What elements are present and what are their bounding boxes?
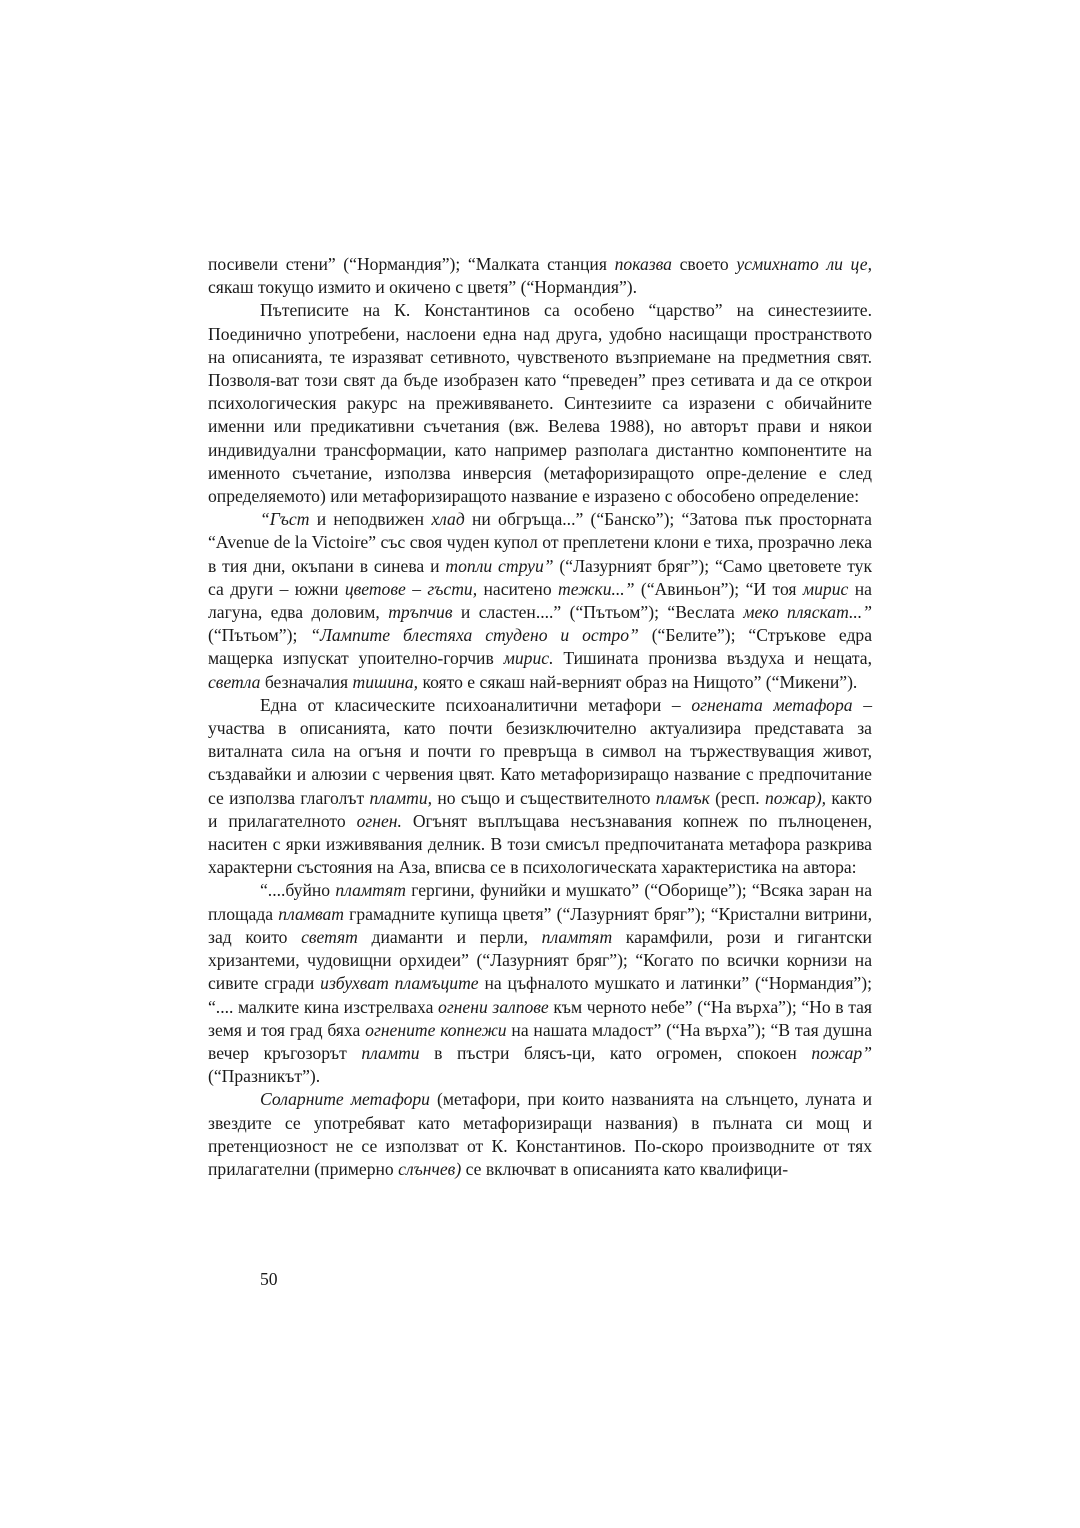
paragraph-4: Една от класическите психоаналитични метафори – огнената метафора – участва в описанията, като почти безизключително актуализира представата за виталната сила на огъня и почти го превръща в символ на тържествуващия живот, създавайки и алюзии с червения цвят. Като метафоризиращо название с предпочитание се използва глаголът пламти, но също и съществителното пламък (респ. пожар), както и прилагателното огнен. Огънят въплъщава несъзнавания копнеж по пълноценен, наситен с ярки изживявания делник. В този смисъл предпочитаната метафора разкрива характерни състояния на Аза, вписва се в психологическата характеристика на автора: — [208, 694, 873, 878]
paragraph-6: Соларните метафори (метафори, при които названията на слънцето, луната и звездите се употребяват като метафоризиращи названия) в пълната си мощ и претенциозност не се използват от К. Константинов. По-скоро производните от тях прилагателни (примерно слънчев) се включват в описанията като квалифици- — [208, 1089, 872, 1179]
page-number: 50 — [260, 1269, 278, 1289]
paragraph-3-quotes: “Гъст и неподвижен хлад ни обгръща...” (“Банско”); “Затова пък просторната “Avenue de la Victoire” със своя чуден купол от преплетени клони е тиха, прозрачно лека в тия дни, окъпани в синева и топли струи” (“Лазурният бряг”); “Само цветовете тук са други – южни цветове – гъсти, наситено тежки...” (“Авиньон”); “И тоя мирис на лагуна, едва доловим, тръпчив и сластен....” (“Пътьом”); “Веслата меко пляскат...” (“Пътьом”); “Лампите блестяха студено и остро” (“Белите”); “Стръкове едра мащерка изпускат упоително-горчив мирис. Тишината пронизва въздуха и нещата, светла безначалия тишина, която е сякаш най-верният образ на Нищото” (“Микени”). — [208, 509, 873, 692]
paragraph-5-quotes: “....буйно пламтят гергини, фунийки и мушкато” (“Оборище”); “Всяка заран на площада пламват грамадните купища цветя” (“Лазурният бряг”); “Кристални витрини, зад които светят диаманти и перли, пламтят карамфили, рози и гигантски хризантеми, чудовищни орхидеи” (“Лазурният бряг”); “Когато по всички корнизи на сивите сгради избухват пламъците на цъфналото мушкато и латинки” (“Нормандия”); “.... малките кина изстрелваха огнени залпове към черното небе” (“На върха”); “Но в тая земя и тоя град бяха огнените копнежи на нашата младост” (“На върха”); “В тая душна вечер кръгозорът пламти в пъстри блясъ-ци, като огромен, спокоен пожар” (“Празникът”). — [208, 880, 873, 1087]
paragraph-2: Пътеписите на К. Константинов са особено “царство” на синестезиите. Поединично употребени, наслоени една над друга, удобно насищащи пространството на описанията, те изразяват сетивното, чувственото възприемане на предметния свят. Позволя-ват този свят да бъде изобразен като “преведен” през сетивата и да се открои психологическия ракурс на преживяването. Синтезиите са изразени с обичайните именни или предикативни съчетания (вж. Велева 1988), но авторът прави и някои индивидуални трансформации, като например разполага дистантно компонентите на именното съчетание, използва инверсия (метафоризиращото опре-деление е след определяемото) или метафоризиращото название е изразено с обособено определение: — [208, 300, 872, 507]
body-text — [208, 253, 872, 1181]
paragraph-1: посивели стени” (“Нормандия”); “Малката станция показва своето усмихнато ли це, сякаш токущо измито и окичено с цветя” (“Нормандия”). — [208, 254, 872, 298]
